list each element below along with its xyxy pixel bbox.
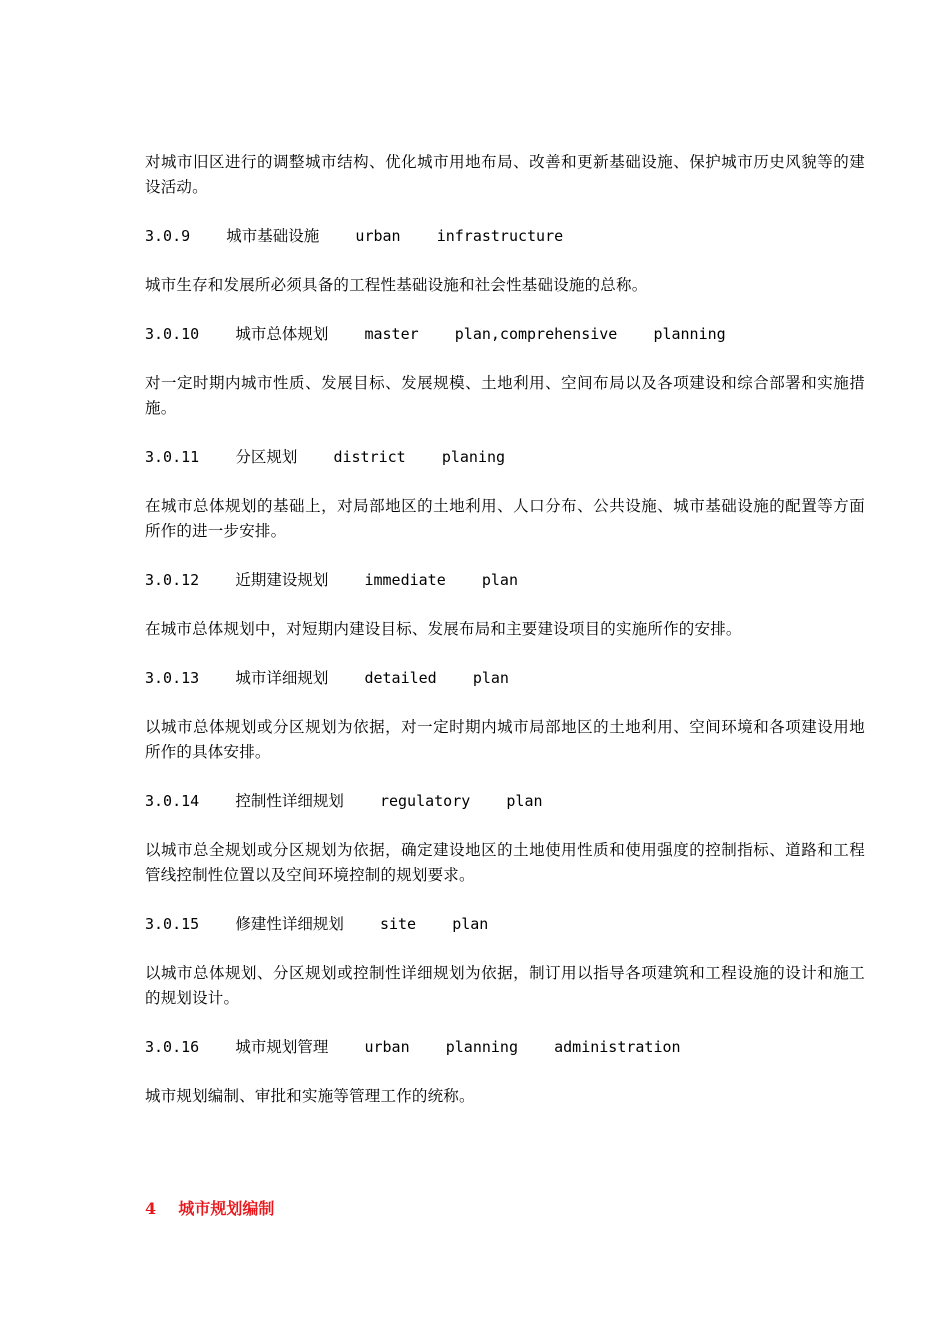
term-number: 3.0.10 — [145, 325, 200, 343]
term-3-0-15 — [145, 912, 865, 937]
term-chinese: 城市详细规划 — [235, 669, 329, 687]
term-3-0-10 — [145, 322, 865, 347]
term-chinese: 城市总体规划 — [235, 325, 329, 343]
term-chinese: 分区规划 — [235, 448, 298, 466]
term-number: 3.0.11 — [145, 448, 200, 466]
term-english: urban planning administration — [364, 1038, 681, 1056]
definition-3-0-10: 对一定时期内城市性质、发展目标、发展规模、土地利用、空间布局以及各项建设和综合部署和实施措施。 — [145, 374, 865, 417]
definition-3-0-15: 以城市总体规划、分区规划或控制性详细规划为依据，制订用以指导各项建筑和工程设施的设计和施工的规划设计。 — [145, 964, 865, 1007]
term-chinese: 控制性详细规划 — [235, 792, 344, 810]
term-3-0-14 — [145, 789, 865, 814]
term-number: 3.0.15 — [145, 915, 200, 933]
definition-3-0-12: 在城市总体规划中，对短期内建设目标、发展布局和主要建设项目的实施所作的安排。 — [145, 620, 742, 638]
term-chinese: 城市规划管理 — [235, 1038, 329, 1056]
section-title: 城市规划编制 — [178, 1199, 275, 1218]
definition-3-0-14: 以城市总全规划或分区规划为依据，确定建设地区的土地使用性质和使用强度的控制指标、道路和工程管线控制性位置以及空间环境控制的规划要求。 — [145, 841, 865, 884]
term-3-0-16 — [145, 1035, 865, 1060]
term-number: 3.0.16 — [145, 1038, 200, 1056]
term-english: regulatory plan — [379, 792, 543, 810]
term-number: 3.0.9 — [145, 227, 191, 245]
definition-3-0-13: 以城市总体规划或分区规划为依据，对一定时期内城市局部地区的土地利用、空间环境和各项建设用地所作的具体安排。 — [145, 718, 865, 761]
term-number: 3.0.13 — [145, 669, 200, 687]
term-english: district planing — [333, 448, 506, 466]
term-3-0-13 — [145, 666, 865, 691]
term-3-0-9 — [145, 224, 865, 249]
term-3-0-11 — [145, 445, 865, 470]
term-chinese: 修建性详细规划 — [235, 915, 344, 933]
section-number: 4 — [145, 1199, 157, 1218]
term-english: detailed plan — [364, 669, 509, 687]
definition-3-0-16: 城市规划编制、审批和实施等管理工作的统称。 — [145, 1087, 475, 1105]
term-chinese: 城市基础设施 — [226, 227, 320, 245]
term-english: immediate plan — [364, 571, 518, 589]
term-number: 3.0.14 — [145, 792, 200, 810]
term-english: master plan,comprehensive planning — [364, 325, 726, 343]
paragraph-urban-renewal-definition: 对城市旧区进行的调整城市结构、优化城市用地布局、改善和更新基础设施、保护城市历史风貌等的建设活动。 — [145, 153, 865, 196]
term-chinese: 近期建设规划 — [235, 571, 329, 589]
term-english: site plan — [379, 915, 489, 933]
definition-3-0-9: 城市生存和发展所必须具备的工程性基础设施和社会性基础设施的总称。 — [145, 276, 648, 294]
definition-3-0-11: 在城市总体规划的基础上，对局部地区的土地利用、人口分布、公共设施、城市基础设施的配置等方面所作的进一步安排。 — [145, 497, 865, 540]
term-number: 3.0.12 — [145, 571, 200, 589]
section-heading — [145, 1196, 274, 1219]
term-english: urban infrastructure — [355, 227, 564, 245]
document-body — [145, 150, 865, 1109]
term-3-0-12 — [145, 568, 865, 593]
